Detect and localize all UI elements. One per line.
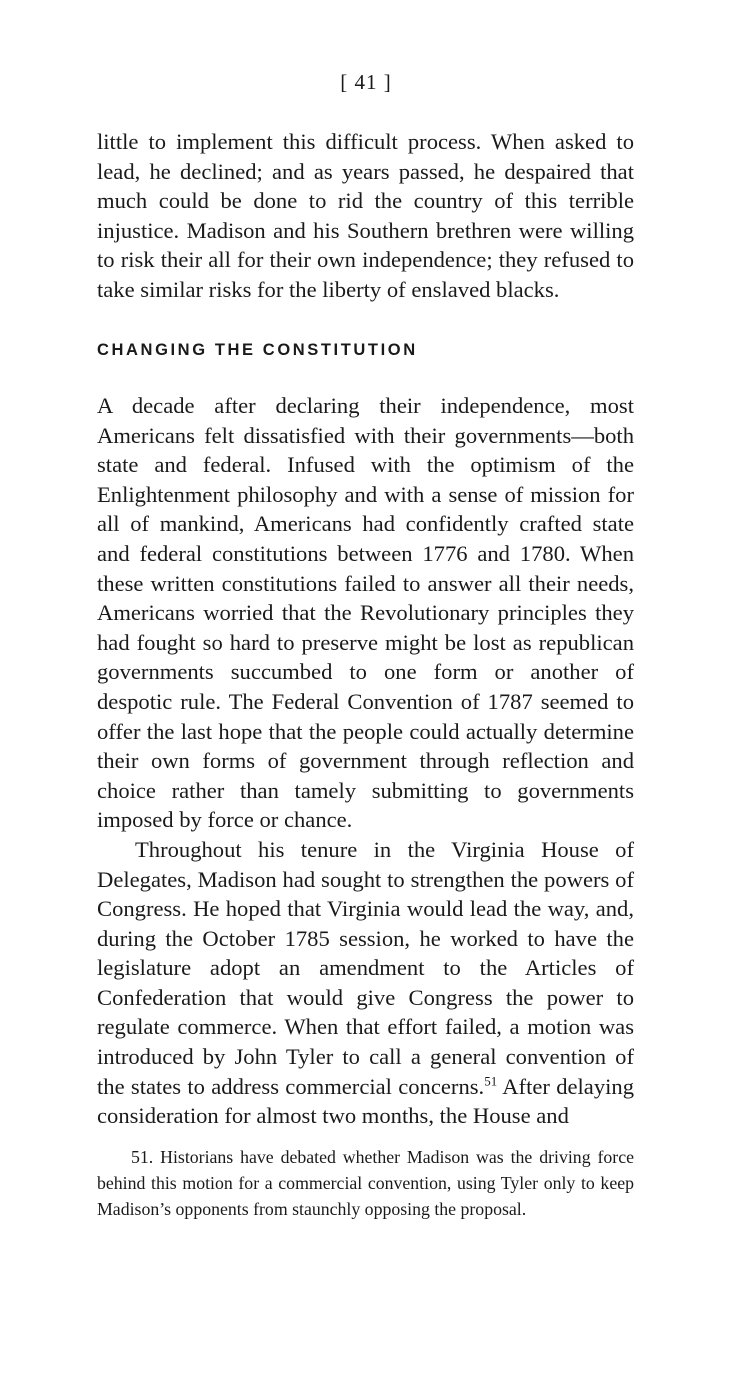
page-number: [ 41 ] (340, 70, 392, 94)
paragraph-2-text: Throughout his tenure in the Virginia House of Delegates, Madison had sought to strengthen the powers of Congress. He hoped that Virginia would lead the way, and, during the October 1785 session, he worked to have the legislature adopt an amendment to the Articles of Confederation that would give Congress the power to regulate commerce. When that effort failed, a motion was introduced by John Tyler to call a general convention of the states to address commercial concerns. (97, 836, 634, 1099)
paragraph-1: A decade after declaring their independence, most Americans felt dissatisfied with their governments—both state and federal. Infused with the optimism of the Enlightenment philosophy and with a sense of mission for all of mankind, Americans had confidently crafted state and federal constitutions between 1776 and 1780. When these written constitutions failed to answer all their needs, Americans worried that the Revolutionary principles they had fought so hard to preserve might be lost as republican governments succumbed to one form or another of despotic rule. The Federal Convention of 1787 seemed to offer the last hope that the people could actually determine their own forms of government through reflection and choice rather than tamely submitting to governments imposed by force or chance. (97, 393, 634, 833)
section-heading: CHANGING THE CONSTITUTION (97, 341, 418, 359)
section-text-block (97, 391, 634, 1131)
paragraph-2-continuation: After delaying consideration for almost two months, the House and (97, 1073, 634, 1129)
footnote-reference: 51 (484, 1073, 498, 1089)
opening-paragraph: little to implement this difficult process. When asked to lead, he declined; and as years passed, he despaired that much could be done to rid the country of this terrible injustice. Madison and his Southern brethren were willing to risk their all for their own independence; they refused to take similar risks for the liberty of enslaved blacks. (97, 129, 634, 302)
paragraph-2 (97, 835, 634, 1131)
footnote-block (97, 1144, 634, 1222)
opening-text-block (97, 127, 634, 305)
footnote-text: 51. Historians have debated whether Madison was the driving force behind this motion for a commercial convention, using Tyler only to keep Madison’s opponents from staunchly opposing the proposal. (97, 1147, 634, 1219)
